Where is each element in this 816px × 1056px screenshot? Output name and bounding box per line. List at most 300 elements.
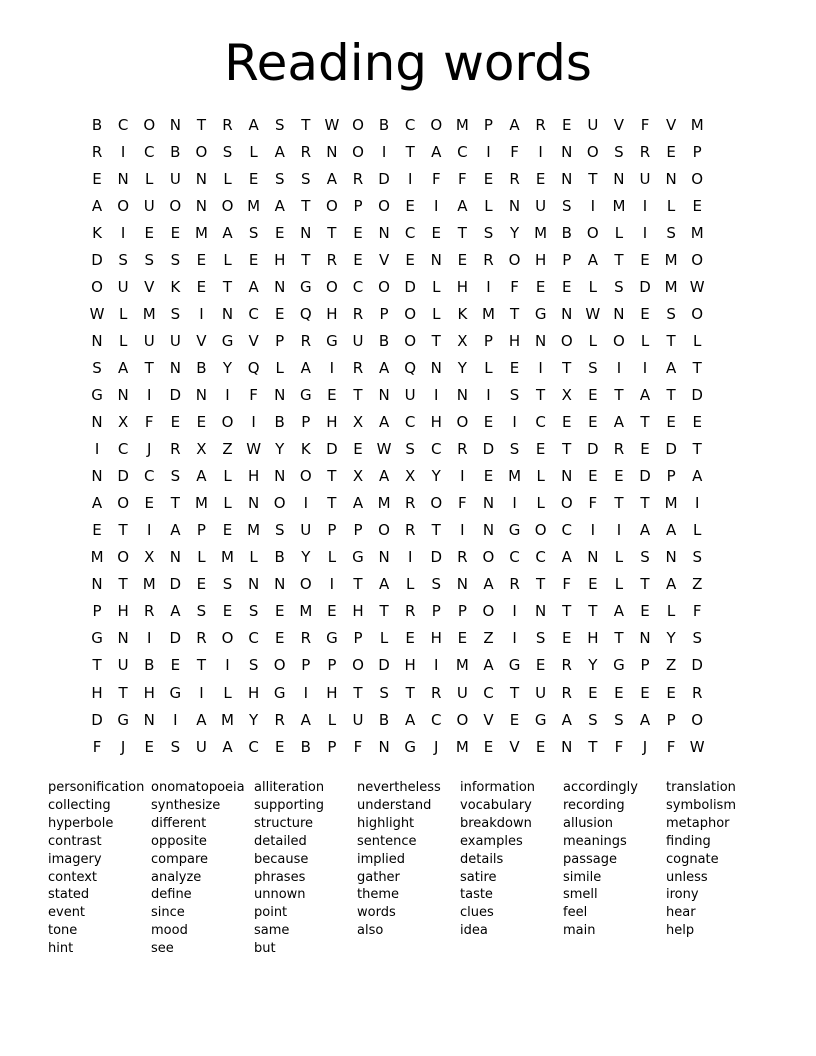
grid-letter: S <box>588 710 598 729</box>
grid-letter: A <box>196 710 207 729</box>
grid-letter: L <box>614 548 624 567</box>
grid-letter: D <box>404 277 416 296</box>
word-item: hint <box>48 941 74 957</box>
grid-letter: P <box>353 629 363 648</box>
grid-letter: E <box>170 413 181 432</box>
grid-letter: E <box>405 629 415 648</box>
grid-letter: N <box>274 467 286 486</box>
grid-row <box>84 138 710 165</box>
grid-letter: D <box>169 385 182 404</box>
grid-letter: S <box>170 250 181 269</box>
grid-letter: N <box>169 548 181 567</box>
word-column <box>48 779 151 958</box>
grid-letter: T <box>692 358 702 377</box>
grid-letter: M <box>90 548 104 567</box>
grid-letter: F <box>144 413 154 432</box>
grid-letter: H <box>430 413 442 432</box>
grid-letter: N <box>561 304 573 323</box>
grid-letter: N <box>639 629 651 648</box>
grid-letter: N <box>274 385 286 404</box>
word-item: examples <box>460 833 523 849</box>
grid-letter: R <box>509 575 520 594</box>
word-item: vocabulary <box>460 797 532 813</box>
grid-letter: O <box>273 656 286 675</box>
grid-letter: I <box>460 467 465 486</box>
grid-letter: I <box>147 521 152 540</box>
word-item: opposite <box>151 833 207 849</box>
grid-letter: L <box>666 602 676 621</box>
grid-letter: M <box>508 467 522 486</box>
grid-letter: O <box>221 629 234 648</box>
word-item: synthesize <box>151 797 221 813</box>
grid-letter: V <box>613 115 625 134</box>
grid-letter: E <box>640 304 650 323</box>
word-item: because <box>254 851 309 867</box>
grid-letter: A <box>170 521 181 540</box>
grid-letter: S <box>666 304 676 323</box>
grid-letter: G <box>326 331 338 350</box>
grid-letter: N <box>482 494 495 513</box>
grid-letter: R <box>431 683 442 702</box>
grid-letter: I <box>434 656 439 675</box>
grid-letter: S <box>405 440 415 459</box>
word-item: smell <box>563 887 598 903</box>
grid-letter: T <box>170 494 180 513</box>
grid-letter: T <box>327 467 337 486</box>
grid-letter: P <box>692 142 702 161</box>
grid-letter: N <box>117 629 129 648</box>
grid-letter: U <box>143 331 155 350</box>
grid-letter: P <box>640 656 650 675</box>
grid-letter: L <box>327 548 337 567</box>
grid-letter: O <box>221 196 234 215</box>
grid-letter: O <box>143 115 156 134</box>
grid-letter: G <box>273 683 286 702</box>
grid-letter: O <box>325 277 338 296</box>
grid-letter: O <box>430 494 443 513</box>
grid-letter: E <box>666 413 676 432</box>
grid-letter: L <box>432 277 441 296</box>
grid-row <box>84 706 710 733</box>
grid-letter: O <box>482 548 495 567</box>
grid-letter: N <box>195 385 208 404</box>
grid-letter: C <box>143 467 155 486</box>
grid-letter: C <box>143 142 155 161</box>
grid-letter: M <box>194 494 208 513</box>
grid-letter: O <box>430 115 443 134</box>
grid-letter: F <box>614 737 624 756</box>
grid-letter: G <box>352 548 364 567</box>
grid-letter: A <box>300 710 311 729</box>
grid-letter: M <box>690 223 704 242</box>
grid-letter: O <box>691 250 704 269</box>
grid-letter: N <box>378 223 390 242</box>
grid-letter: E <box>483 467 494 486</box>
grid-letter: C <box>561 521 572 540</box>
grid-letter: A <box>222 737 233 756</box>
grid-letter: A <box>665 521 677 540</box>
grid-letter: Z <box>483 629 494 648</box>
grid-letter: H <box>247 467 260 486</box>
grid-letter: S <box>170 737 181 756</box>
grid-letter: B <box>561 223 572 242</box>
grid-letter: N <box>326 142 338 161</box>
word-item: meanings <box>563 833 627 849</box>
word-item: passage <box>563 851 617 867</box>
grid-letter: R <box>91 142 103 161</box>
word-item: also <box>357 923 384 939</box>
grid-letter: G <box>299 385 312 404</box>
grid-letter: A <box>91 494 103 513</box>
grid-letter: E <box>196 277 207 296</box>
grid-letter: L <box>588 331 597 350</box>
word-item: accordingly <box>563 780 638 795</box>
grid-letter: I <box>486 277 491 296</box>
grid-letter: H <box>456 277 468 296</box>
grid-letter: L <box>327 710 337 729</box>
grid-letter: R <box>196 629 207 648</box>
grid-letter: G <box>534 710 547 729</box>
word-column <box>151 779 254 958</box>
grid-letter: L <box>405 575 415 594</box>
grid-letter: G <box>169 683 182 702</box>
grid-letter: N <box>430 250 442 269</box>
grid-letter: S <box>222 575 233 594</box>
grid-letter: E <box>353 223 363 242</box>
grid-letter: Q <box>247 358 260 377</box>
grid-letter: P <box>196 521 206 540</box>
grid-letter: I <box>434 385 439 404</box>
grid-letter: P <box>562 250 572 269</box>
grid-letter: H <box>274 250 286 269</box>
grid-letter: H <box>143 683 155 702</box>
word-item: feel <box>563 905 588 921</box>
grid-letter: N <box>561 737 573 756</box>
grid-letter: N <box>221 304 234 323</box>
grid-letter: H <box>587 629 599 648</box>
grid-letter: U <box>117 277 129 296</box>
grid-letter: A <box>326 169 338 188</box>
grid-letter: P <box>353 196 363 215</box>
word-item: nevertheless <box>357 780 441 795</box>
grid-letter: R <box>509 169 520 188</box>
grid-letter: N <box>665 169 677 188</box>
grid-letter: E <box>144 494 154 513</box>
word-item: same <box>254 923 290 939</box>
grid-letter: Y <box>275 440 285 459</box>
word-item: gather <box>357 869 400 885</box>
grid-letter: E <box>274 629 285 648</box>
grid-letter: D <box>91 250 103 269</box>
grid-letter: O <box>586 142 599 161</box>
grid-letter: S <box>588 358 598 377</box>
grid-letter: T <box>327 223 337 242</box>
grid-letter: N <box>169 115 181 134</box>
grid-letter: E <box>588 413 598 432</box>
word-item: clues <box>460 905 494 921</box>
grid-letter: Y <box>222 358 233 377</box>
grid-letter: E <box>666 683 676 702</box>
grid-letter: I <box>251 413 256 432</box>
grid-letter: R <box>404 521 416 540</box>
grid-letter: F <box>510 277 519 296</box>
grid-letter: U <box>300 521 312 540</box>
grid-letter: T <box>353 575 363 594</box>
grid-letter: N <box>613 169 625 188</box>
grid-letter: T <box>614 385 624 404</box>
grid-letter: A <box>300 358 311 377</box>
grid-letter: N <box>195 169 208 188</box>
grid-letter: E <box>535 440 546 459</box>
grid-letter: Y <box>249 710 259 729</box>
grid-row <box>84 625 710 652</box>
grid-letter: P <box>92 602 102 621</box>
grid-letter: W <box>376 440 392 459</box>
grid-letter: P <box>275 331 285 350</box>
grid-letter: X <box>561 385 572 404</box>
grid-letter: O <box>117 548 130 567</box>
grid-letter: E <box>640 250 650 269</box>
grid-letter: M <box>455 656 469 675</box>
grid-letter: I <box>642 223 648 242</box>
grid-letter: J <box>642 737 648 756</box>
word-item: taste <box>460 887 493 903</box>
grid-letter: S <box>118 250 128 269</box>
word-item: symbolism <box>666 797 736 813</box>
grid-letter: P <box>483 115 493 134</box>
grid-letter: V <box>483 710 494 729</box>
grid-letter: G <box>534 304 547 323</box>
grid-letter: O <box>273 494 286 513</box>
grid-letter: O <box>325 196 338 215</box>
grid-letter: E <box>535 656 546 675</box>
grid-letter: D <box>378 656 390 675</box>
grid-letter: I <box>225 385 230 404</box>
grid-letter: U <box>352 710 364 729</box>
grid-letter: O <box>378 277 390 296</box>
grid-letter: E <box>640 683 650 702</box>
grid-letter: N <box>587 548 599 567</box>
grid-letter: X <box>144 548 155 567</box>
word-item: collecting <box>48 797 111 813</box>
grid-letter: E <box>222 521 233 540</box>
grid-letter: R <box>300 629 312 648</box>
grid-letter: A <box>170 602 181 621</box>
grid-letter: S <box>614 277 624 296</box>
grid-letter: A <box>405 710 416 729</box>
grid-letter: N <box>613 304 625 323</box>
grid-letter: I <box>642 196 648 215</box>
grid-letter: H <box>91 683 103 702</box>
grid-letter: F <box>692 602 702 621</box>
grid-letter: O <box>534 521 547 540</box>
grid-letter: O <box>691 710 704 729</box>
grid-letter: S <box>248 602 259 621</box>
grid-letter: B <box>378 710 390 729</box>
grid-letter: N <box>535 602 547 621</box>
grid-row <box>84 192 710 219</box>
grid-letter: A <box>352 494 364 513</box>
word-item: translation <box>666 780 736 795</box>
grid-letter: H <box>352 602 364 621</box>
word-item: understand <box>357 797 432 813</box>
grid-letter: L <box>484 358 493 377</box>
grid-letter: T <box>457 223 467 242</box>
grid-letter: B <box>144 656 155 675</box>
grid-letter: I <box>199 683 204 702</box>
grid-letter: E <box>92 521 102 540</box>
grid-letter: E <box>196 413 207 432</box>
grid-letter: D <box>587 440 599 459</box>
grid-letter: L <box>484 196 493 215</box>
grid-letter: Y <box>431 467 441 486</box>
grid-letter: E <box>353 440 363 459</box>
grid-letter: O <box>404 331 417 350</box>
grid-letter: E <box>144 737 154 756</box>
word-item: context <box>48 869 97 885</box>
grid-letter: L <box>223 250 232 269</box>
grid-letter: E <box>614 467 624 486</box>
grid-letter: P <box>301 656 311 675</box>
grid-letter: R <box>352 304 364 323</box>
grid-letter: N <box>430 358 442 377</box>
grid-letter: T <box>301 196 311 215</box>
grid-letter: A <box>613 413 625 432</box>
grid-letter: N <box>91 467 103 486</box>
word-item: details <box>460 851 504 867</box>
grid-letter: C <box>248 737 259 756</box>
word-item: satire <box>460 869 497 885</box>
grid-letter: I <box>590 521 596 540</box>
grid-letter: I <box>329 358 335 377</box>
grid-letter: P <box>431 602 441 621</box>
grid-letter: O <box>221 413 234 432</box>
grid-letter: Y <box>509 223 520 242</box>
grid-letter: U <box>169 169 181 188</box>
grid-letter: Y <box>457 358 467 377</box>
grid-letter: S <box>274 169 285 188</box>
grid-letter: S <box>222 142 233 161</box>
grid-letter: R <box>222 115 233 134</box>
word-item: metaphor <box>666 815 730 831</box>
grid-letter: E <box>274 737 285 756</box>
grid-letter: I <box>512 629 517 648</box>
grid-letter: M <box>247 521 261 540</box>
grid-letter: I <box>486 385 491 404</box>
grid-letter: E <box>457 629 468 648</box>
word-item: theme <box>357 887 399 903</box>
grid-letter: E <box>614 683 624 702</box>
grid-letter: C <box>404 223 416 242</box>
grid-row <box>84 327 710 354</box>
word-item: analyze <box>151 869 202 885</box>
grid-letter: S <box>92 358 102 377</box>
grid-letter: X <box>352 413 364 432</box>
grid-letter: V <box>509 737 520 756</box>
grid-letter: O <box>482 602 495 621</box>
grid-letter: U <box>456 683 468 702</box>
grid-letter: L <box>614 575 624 594</box>
grid-letter: K <box>170 277 181 296</box>
grid-letter: N <box>143 710 155 729</box>
grid-letter: E <box>327 602 337 621</box>
grid-letter: A <box>431 142 442 161</box>
grid-letter: M <box>194 223 208 242</box>
grid-letter: L <box>432 304 441 323</box>
grid-letter: X <box>118 413 129 432</box>
grid-letter: O <box>613 331 625 350</box>
grid-letter: I <box>694 494 700 513</box>
grid-letter: B <box>196 358 207 377</box>
grid-letter: Y <box>666 629 676 648</box>
grid-row <box>84 219 710 246</box>
grid-letter: T <box>666 385 676 404</box>
grid-letter: I <box>590 196 596 215</box>
grid-letter: R <box>404 494 416 513</box>
grid-letter: R <box>144 602 155 621</box>
grid-letter: T <box>562 602 572 621</box>
grid-letter: A <box>639 385 651 404</box>
grid-letter: A <box>378 467 390 486</box>
grid-row <box>84 300 710 327</box>
grid-letter: I <box>460 521 465 540</box>
grid-letter: T <box>431 521 441 540</box>
grid-letter: E <box>483 413 494 432</box>
grid-letter: L <box>223 494 232 513</box>
grid-letter: R <box>691 683 703 702</box>
grid-letter: A <box>378 413 390 432</box>
grid-letter: X <box>196 440 207 459</box>
grid-letter: E <box>535 277 546 296</box>
grid-letter: N <box>561 142 573 161</box>
grid-letter: N <box>91 575 103 594</box>
grid-letter: I <box>303 683 309 702</box>
grid-letter: B <box>274 548 285 567</box>
grid-letter: T <box>588 602 598 621</box>
grid-letter: A <box>457 196 468 215</box>
grid-row <box>84 652 710 679</box>
grid-letter: E <box>640 602 650 621</box>
grid-letter: A <box>483 656 494 675</box>
grid-letter: S <box>535 629 546 648</box>
grid-letter: S <box>248 656 259 675</box>
grid-letter: M <box>142 304 156 323</box>
grid-letter: S <box>509 385 520 404</box>
grid-letter: C <box>431 440 442 459</box>
grid-letter: O <box>352 115 364 134</box>
grid-letter: I <box>616 358 622 377</box>
grid-letter: C <box>535 548 546 567</box>
grid-letter: I <box>486 142 491 161</box>
grid-letter: C <box>431 710 442 729</box>
grid-letter: L <box>379 629 389 648</box>
grid-letter: A <box>561 710 572 729</box>
grid-letter: T <box>562 440 572 459</box>
grid-letter: I <box>407 169 413 188</box>
word-column <box>460 779 563 958</box>
grid-letter: G <box>299 277 312 296</box>
grid-letter: U <box>404 385 416 404</box>
grid-letter: R <box>457 548 468 567</box>
grid-letter: W <box>689 277 705 296</box>
grid-letter: T <box>614 629 624 648</box>
grid-letter: E <box>588 385 598 404</box>
grid-letter: M <box>455 737 469 756</box>
grid-letter: F <box>431 169 441 188</box>
grid-letter: E <box>483 737 494 756</box>
grid-letter: A <box>118 358 129 377</box>
grid-letter: T <box>196 115 206 134</box>
